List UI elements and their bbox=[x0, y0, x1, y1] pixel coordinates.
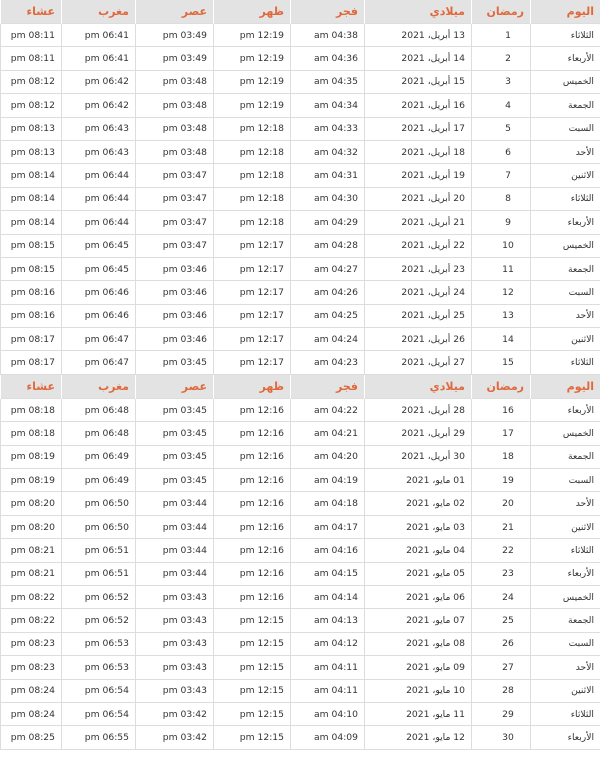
asr-time-cell: 03:46 pm bbox=[136, 281, 214, 304]
gregorian-date-cell: 18 أبريل، 2021 bbox=[365, 140, 472, 163]
table-row bbox=[1, 609, 600, 632]
table-row bbox=[1, 47, 600, 70]
asr-time-cell: 03:45 pm bbox=[136, 445, 214, 468]
isha-time-cell: 08:20 pm bbox=[1, 515, 62, 538]
day-cell: الجمعة bbox=[531, 257, 600, 280]
isha-time-cell: 08:17 pm bbox=[1, 351, 62, 374]
ramadan-day-cell: 22 bbox=[472, 539, 531, 562]
isha-time-cell: 08:19 pm bbox=[1, 469, 62, 492]
header-day: اليوم bbox=[531, 375, 600, 399]
ramadan-day-cell: 10 bbox=[472, 234, 531, 257]
ramadan-day-cell: 23 bbox=[472, 562, 531, 585]
ramadan-day-cell: 18 bbox=[472, 445, 531, 468]
fajr-time-cell: 04:11 am bbox=[291, 679, 365, 702]
header-maghrib: مغرب bbox=[62, 0, 136, 24]
maghrib-time-cell: 06:42 pm bbox=[62, 70, 136, 93]
dhuhr-time-cell: 12:16 pm bbox=[214, 562, 291, 585]
table-row bbox=[1, 562, 600, 585]
asr-time-cell: 03:46 pm bbox=[136, 304, 214, 327]
dhuhr-time-cell: 12:19 pm bbox=[214, 70, 291, 93]
table-row bbox=[1, 234, 600, 257]
table-row bbox=[1, 398, 600, 421]
dhuhr-time-cell: 12:19 pm bbox=[214, 47, 291, 70]
fajr-time-cell: 04:19 am bbox=[291, 469, 365, 492]
gregorian-date-cell: 23 أبريل، 2021 bbox=[365, 257, 472, 280]
table-row bbox=[1, 539, 600, 562]
ramadan-day-cell: 24 bbox=[472, 585, 531, 608]
gregorian-date-cell: 05 مايو، 2021 bbox=[365, 562, 472, 585]
dhuhr-time-cell: 12:15 pm bbox=[214, 609, 291, 632]
isha-time-cell: 08:23 pm bbox=[1, 632, 62, 655]
day-cell: الثلاثاء bbox=[531, 702, 600, 725]
table-row bbox=[1, 632, 600, 655]
asr-time-cell: 03:46 pm bbox=[136, 328, 214, 351]
timetable-body-1 bbox=[1, 24, 600, 375]
gregorian-date-cell: 30 أبريل، 2021 bbox=[365, 445, 472, 468]
gregorian-date-cell: 29 أبريل، 2021 bbox=[365, 422, 472, 445]
asr-time-cell: 03:49 pm bbox=[136, 47, 214, 70]
asr-time-cell: 03:43 pm bbox=[136, 609, 214, 632]
fajr-time-cell: 04:13 am bbox=[291, 609, 365, 632]
table-row bbox=[1, 211, 600, 234]
day-cell: السبت bbox=[531, 469, 600, 492]
isha-time-cell: 08:16 pm bbox=[1, 281, 62, 304]
asr-time-cell: 03:47 pm bbox=[136, 234, 214, 257]
table-row bbox=[1, 422, 600, 445]
header-dhuhr: ظهر bbox=[214, 375, 291, 399]
dhuhr-time-cell: 12:18 pm bbox=[214, 117, 291, 140]
asr-time-cell: 03:43 pm bbox=[136, 679, 214, 702]
fajr-time-cell: 04:36 am bbox=[291, 47, 365, 70]
header-ramadan: رمضان bbox=[472, 0, 531, 24]
dhuhr-time-cell: 12:17 pm bbox=[214, 281, 291, 304]
table-row bbox=[1, 702, 600, 725]
maghrib-time-cell: 06:54 pm bbox=[62, 702, 136, 725]
ramadan-day-cell: 9 bbox=[472, 211, 531, 234]
dhuhr-time-cell: 12:17 pm bbox=[214, 304, 291, 327]
asr-time-cell: 03:44 pm bbox=[136, 562, 214, 585]
asr-time-cell: 03:45 pm bbox=[136, 422, 214, 445]
isha-time-cell: 08:15 pm bbox=[1, 257, 62, 280]
day-cell: الاثنين bbox=[531, 164, 600, 187]
isha-time-cell: 08:18 pm bbox=[1, 398, 62, 421]
ramadan-day-cell: 29 bbox=[472, 702, 531, 725]
header-row bbox=[1, 0, 600, 24]
header-fajr: فجر bbox=[291, 375, 365, 399]
fajr-time-cell: 04:16 am bbox=[291, 539, 365, 562]
asr-time-cell: 03:48 pm bbox=[136, 140, 214, 163]
maghrib-time-cell: 06:53 pm bbox=[62, 656, 136, 679]
dhuhr-time-cell: 12:15 pm bbox=[214, 679, 291, 702]
dhuhr-time-cell: 12:16 pm bbox=[214, 422, 291, 445]
maghrib-time-cell: 06:54 pm bbox=[62, 679, 136, 702]
dhuhr-time-cell: 12:17 pm bbox=[214, 351, 291, 374]
fajr-time-cell: 04:21 am bbox=[291, 422, 365, 445]
gregorian-date-cell: 28 أبريل، 2021 bbox=[365, 398, 472, 421]
header-isha: عشاء bbox=[1, 0, 62, 24]
day-cell: الثلاثاء bbox=[531, 351, 600, 374]
fajr-time-cell: 04:26 am bbox=[291, 281, 365, 304]
maghrib-time-cell: 06:44 pm bbox=[62, 211, 136, 234]
isha-time-cell: 08:16 pm bbox=[1, 304, 62, 327]
asr-time-cell: 03:45 pm bbox=[136, 351, 214, 374]
maghrib-time-cell: 06:43 pm bbox=[62, 140, 136, 163]
dhuhr-time-cell: 12:19 pm bbox=[214, 24, 291, 47]
asr-time-cell: 03:46 pm bbox=[136, 257, 214, 280]
table-row bbox=[1, 351, 600, 374]
isha-time-cell: 08:14 pm bbox=[1, 187, 62, 210]
table-row bbox=[1, 328, 600, 351]
dhuhr-time-cell: 12:18 pm bbox=[214, 164, 291, 187]
isha-time-cell: 08:12 pm bbox=[1, 70, 62, 93]
table-row bbox=[1, 304, 600, 327]
asr-time-cell: 03:44 pm bbox=[136, 539, 214, 562]
ramadan-day-cell: 21 bbox=[472, 515, 531, 538]
dhuhr-time-cell: 12:18 pm bbox=[214, 140, 291, 163]
day-cell: الأحد bbox=[531, 304, 600, 327]
table-row bbox=[1, 679, 600, 702]
maghrib-time-cell: 06:52 pm bbox=[62, 585, 136, 608]
gregorian-date-cell: 25 أبريل، 2021 bbox=[365, 304, 472, 327]
ramadan-day-cell: 1 bbox=[472, 24, 531, 47]
gregorian-date-cell: 16 أبريل، 2021 bbox=[365, 94, 472, 117]
asr-time-cell: 03:48 pm bbox=[136, 70, 214, 93]
asr-time-cell: 03:42 pm bbox=[136, 726, 214, 749]
fajr-time-cell: 04:15 am bbox=[291, 562, 365, 585]
day-cell: الأحد bbox=[531, 492, 600, 515]
timetable-body-2 bbox=[1, 398, 600, 749]
day-cell: الثلاثاء bbox=[531, 24, 600, 47]
ramadan-day-cell: 28 bbox=[472, 679, 531, 702]
table-row bbox=[1, 24, 600, 47]
table-row bbox=[1, 257, 600, 280]
fajr-time-cell: 04:24 am bbox=[291, 328, 365, 351]
asr-time-cell: 03:48 pm bbox=[136, 117, 214, 140]
maghrib-time-cell: 06:46 pm bbox=[62, 281, 136, 304]
asr-time-cell: 03:44 pm bbox=[136, 515, 214, 538]
dhuhr-time-cell: 12:15 pm bbox=[214, 632, 291, 655]
ramadan-day-cell: 3 bbox=[472, 70, 531, 93]
dhuhr-time-cell: 12:16 pm bbox=[214, 585, 291, 608]
ramadan-day-cell: 17 bbox=[472, 422, 531, 445]
asr-time-cell: 03:42 pm bbox=[136, 702, 214, 725]
gregorian-date-cell: 27 أبريل، 2021 bbox=[365, 351, 472, 374]
ramadan-day-cell: 14 bbox=[472, 328, 531, 351]
isha-time-cell: 08:22 pm bbox=[1, 609, 62, 632]
table-row bbox=[1, 726, 600, 749]
day-cell: السبت bbox=[531, 117, 600, 140]
isha-time-cell: 08:20 pm bbox=[1, 492, 62, 515]
maghrib-time-cell: 06:50 pm bbox=[62, 492, 136, 515]
ramadan-day-cell: 25 bbox=[472, 609, 531, 632]
fajr-time-cell: 04:18 am bbox=[291, 492, 365, 515]
gregorian-date-cell: 04 مايو، 2021 bbox=[365, 539, 472, 562]
table-row bbox=[1, 492, 600, 515]
gregorian-date-cell: 07 مايو، 2021 bbox=[365, 609, 472, 632]
isha-time-cell: 08:23 pm bbox=[1, 656, 62, 679]
table-row bbox=[1, 585, 600, 608]
gregorian-date-cell: 14 أبريل، 2021 bbox=[365, 47, 472, 70]
asr-time-cell: 03:47 pm bbox=[136, 187, 214, 210]
fajr-time-cell: 04:11 am bbox=[291, 656, 365, 679]
day-cell: الجمعة bbox=[531, 445, 600, 468]
dhuhr-time-cell: 12:17 pm bbox=[214, 234, 291, 257]
day-cell: الخميس bbox=[531, 585, 600, 608]
gregorian-date-cell: 17 أبريل، 2021 bbox=[365, 117, 472, 140]
maghrib-time-cell: 06:45 pm bbox=[62, 257, 136, 280]
gregorian-date-cell: 26 أبريل، 2021 bbox=[365, 328, 472, 351]
ramadan-day-cell: 6 bbox=[472, 140, 531, 163]
fajr-time-cell: 04:28 am bbox=[291, 234, 365, 257]
asr-time-cell: 03:49 pm bbox=[136, 24, 214, 47]
gregorian-date-cell: 15 أبريل، 2021 bbox=[365, 70, 472, 93]
fajr-time-cell: 04:32 am bbox=[291, 140, 365, 163]
isha-time-cell: 08:11 pm bbox=[1, 24, 62, 47]
fajr-time-cell: 04:17 am bbox=[291, 515, 365, 538]
isha-time-cell: 08:25 pm bbox=[1, 726, 62, 749]
day-cell: الأربعاء bbox=[531, 726, 600, 749]
gregorian-date-cell: 19 أبريل، 2021 bbox=[365, 164, 472, 187]
dhuhr-time-cell: 12:16 pm bbox=[214, 492, 291, 515]
dhuhr-time-cell: 12:17 pm bbox=[214, 328, 291, 351]
isha-time-cell: 08:17 pm bbox=[1, 328, 62, 351]
table-row bbox=[1, 656, 600, 679]
maghrib-time-cell: 06:52 pm bbox=[62, 609, 136, 632]
fajr-time-cell: 04:20 am bbox=[291, 445, 365, 468]
fajr-time-cell: 04:23 am bbox=[291, 351, 365, 374]
day-cell: الأحد bbox=[531, 140, 600, 163]
table-row bbox=[1, 469, 600, 492]
table-row bbox=[1, 70, 600, 93]
ramadan-day-cell: 8 bbox=[472, 187, 531, 210]
gregorian-date-cell: 24 أبريل، 2021 bbox=[365, 281, 472, 304]
isha-time-cell: 08:21 pm bbox=[1, 562, 62, 585]
gregorian-date-cell: 13 أبريل، 2021 bbox=[365, 24, 472, 47]
isha-time-cell: 08:24 pm bbox=[1, 702, 62, 725]
dhuhr-time-cell: 12:18 pm bbox=[214, 187, 291, 210]
ramadan-day-cell: 27 bbox=[472, 656, 531, 679]
isha-time-cell: 08:21 pm bbox=[1, 539, 62, 562]
fajr-time-cell: 04:35 am bbox=[291, 70, 365, 93]
maghrib-time-cell: 06:47 pm bbox=[62, 351, 136, 374]
ramadan-day-cell: 2 bbox=[472, 47, 531, 70]
fajr-time-cell: 04:14 am bbox=[291, 585, 365, 608]
table-row bbox=[1, 140, 600, 163]
day-cell: الجمعة bbox=[531, 94, 600, 117]
asr-time-cell: 03:45 pm bbox=[136, 398, 214, 421]
maghrib-time-cell: 06:44 pm bbox=[62, 164, 136, 187]
header-asr: عصر bbox=[136, 0, 214, 24]
dhuhr-time-cell: 12:15 pm bbox=[214, 702, 291, 725]
day-cell: الاثنين bbox=[531, 328, 600, 351]
isha-time-cell: 08:22 pm bbox=[1, 585, 62, 608]
day-cell: السبت bbox=[531, 281, 600, 304]
isha-time-cell: 08:15 pm bbox=[1, 234, 62, 257]
maghrib-time-cell: 06:53 pm bbox=[62, 632, 136, 655]
timetable-part-1 bbox=[0, 0, 600, 375]
maghrib-time-cell: 06:41 pm bbox=[62, 47, 136, 70]
fajr-time-cell: 04:27 am bbox=[291, 257, 365, 280]
gregorian-date-cell: 11 مايو، 2021 bbox=[365, 702, 472, 725]
day-cell: الثلاثاء bbox=[531, 539, 600, 562]
header-dhuhr: ظهر bbox=[214, 0, 291, 24]
day-cell: الأحد bbox=[531, 656, 600, 679]
day-cell: الاثنين bbox=[531, 515, 600, 538]
day-cell: السبت bbox=[531, 632, 600, 655]
ramadan-day-cell: 30 bbox=[472, 726, 531, 749]
dhuhr-time-cell: 12:19 pm bbox=[214, 94, 291, 117]
day-cell: الخميس bbox=[531, 422, 600, 445]
header-row bbox=[1, 375, 600, 399]
maghrib-time-cell: 06:47 pm bbox=[62, 328, 136, 351]
ramadan-day-cell: 15 bbox=[472, 351, 531, 374]
header-ramadan: رمضان bbox=[472, 375, 531, 399]
fajr-time-cell: 04:33 am bbox=[291, 117, 365, 140]
maghrib-time-cell: 06:51 pm bbox=[62, 562, 136, 585]
asr-time-cell: 03:48 pm bbox=[136, 94, 214, 117]
fajr-time-cell: 04:34 am bbox=[291, 94, 365, 117]
maghrib-time-cell: 06:48 pm bbox=[62, 398, 136, 421]
dhuhr-time-cell: 12:17 pm bbox=[214, 257, 291, 280]
dhuhr-time-cell: 12:16 pm bbox=[214, 469, 291, 492]
isha-time-cell: 08:11 pm bbox=[1, 47, 62, 70]
table-row bbox=[1, 187, 600, 210]
asr-time-cell: 03:43 pm bbox=[136, 632, 214, 655]
gregorian-date-cell: 01 مايو، 2021 bbox=[365, 469, 472, 492]
maghrib-time-cell: 06:49 pm bbox=[62, 445, 136, 468]
isha-time-cell: 08:13 pm bbox=[1, 117, 62, 140]
fajr-time-cell: 04:29 am bbox=[291, 211, 365, 234]
asr-time-cell: 03:43 pm bbox=[136, 656, 214, 679]
fajr-time-cell: 04:31 am bbox=[291, 164, 365, 187]
day-cell: الأربعاء bbox=[531, 211, 600, 234]
isha-time-cell: 08:14 pm bbox=[1, 211, 62, 234]
isha-time-cell: 08:14 pm bbox=[1, 164, 62, 187]
dhuhr-time-cell: 12:16 pm bbox=[214, 398, 291, 421]
ramadan-day-cell: 19 bbox=[472, 469, 531, 492]
day-cell: الثلاثاء bbox=[531, 187, 600, 210]
maghrib-time-cell: 06:51 pm bbox=[62, 539, 136, 562]
dhuhr-time-cell: 12:16 pm bbox=[214, 515, 291, 538]
maghrib-time-cell: 06:41 pm bbox=[62, 24, 136, 47]
fajr-time-cell: 04:09 am bbox=[291, 726, 365, 749]
day-cell: الأربعاء bbox=[531, 562, 600, 585]
gregorian-date-cell: 06 مايو، 2021 bbox=[365, 585, 472, 608]
header-maghrib: مغرب bbox=[62, 375, 136, 399]
header-fajr: فجر bbox=[291, 0, 365, 24]
asr-time-cell: 03:45 pm bbox=[136, 469, 214, 492]
fajr-time-cell: 04:30 am bbox=[291, 187, 365, 210]
fajr-time-cell: 04:12 am bbox=[291, 632, 365, 655]
gregorian-date-cell: 03 مايو، 2021 bbox=[365, 515, 472, 538]
day-cell: الجمعة bbox=[531, 609, 600, 632]
ramadan-day-cell: 12 bbox=[472, 281, 531, 304]
maghrib-time-cell: 06:49 pm bbox=[62, 469, 136, 492]
maghrib-time-cell: 06:45 pm bbox=[62, 234, 136, 257]
asr-time-cell: 03:47 pm bbox=[136, 211, 214, 234]
header-isha: عشاء bbox=[1, 375, 62, 399]
dhuhr-time-cell: 12:15 pm bbox=[214, 726, 291, 749]
maghrib-time-cell: 06:48 pm bbox=[62, 422, 136, 445]
ramadan-day-cell: 26 bbox=[472, 632, 531, 655]
ramadan-day-cell: 13 bbox=[472, 304, 531, 327]
isha-time-cell: 08:19 pm bbox=[1, 445, 62, 468]
table-row bbox=[1, 164, 600, 187]
day-cell: الأربعاء bbox=[531, 398, 600, 421]
day-cell: الأربعاء bbox=[531, 47, 600, 70]
gregorian-date-cell: 08 مايو، 2021 bbox=[365, 632, 472, 655]
fajr-time-cell: 04:22 am bbox=[291, 398, 365, 421]
fajr-time-cell: 04:10 am bbox=[291, 702, 365, 725]
fajr-time-cell: 04:25 am bbox=[291, 304, 365, 327]
dhuhr-time-cell: 12:16 pm bbox=[214, 445, 291, 468]
isha-time-cell: 08:24 pm bbox=[1, 679, 62, 702]
gregorian-date-cell: 20 أبريل، 2021 bbox=[365, 187, 472, 210]
gregorian-date-cell: 10 مايو، 2021 bbox=[365, 679, 472, 702]
table-row bbox=[1, 94, 600, 117]
header-asr: عصر bbox=[136, 375, 214, 399]
day-cell: الخميس bbox=[531, 234, 600, 257]
day-cell: الاثنين bbox=[531, 679, 600, 702]
ramadan-day-cell: 4 bbox=[472, 94, 531, 117]
ramadan-day-cell: 5 bbox=[472, 117, 531, 140]
maghrib-time-cell: 06:42 pm bbox=[62, 94, 136, 117]
maghrib-time-cell: 06:44 pm bbox=[62, 187, 136, 210]
gregorian-date-cell: 22 أبريل، 2021 bbox=[365, 234, 472, 257]
table-row bbox=[1, 117, 600, 140]
ramadan-day-cell: 20 bbox=[472, 492, 531, 515]
maghrib-time-cell: 06:50 pm bbox=[62, 515, 136, 538]
maghrib-time-cell: 06:46 pm bbox=[62, 304, 136, 327]
gregorian-date-cell: 02 مايو، 2021 bbox=[365, 492, 472, 515]
asr-time-cell: 03:43 pm bbox=[136, 585, 214, 608]
asr-time-cell: 03:44 pm bbox=[136, 492, 214, 515]
ramadan-day-cell: 11 bbox=[472, 257, 531, 280]
dhuhr-time-cell: 12:15 pm bbox=[214, 656, 291, 679]
isha-time-cell: 08:18 pm bbox=[1, 422, 62, 445]
ramadan-day-cell: 16 bbox=[472, 398, 531, 421]
dhuhr-time-cell: 12:18 pm bbox=[214, 211, 291, 234]
gregorian-date-cell: 21 أبريل، 2021 bbox=[365, 211, 472, 234]
table-row bbox=[1, 515, 600, 538]
isha-time-cell: 08:12 pm bbox=[1, 94, 62, 117]
maghrib-time-cell: 06:43 pm bbox=[62, 117, 136, 140]
timetable-part-2 bbox=[0, 375, 600, 750]
table-row bbox=[1, 281, 600, 304]
header-day: اليوم bbox=[531, 0, 600, 24]
maghrib-time-cell: 06:55 pm bbox=[62, 726, 136, 749]
fajr-time-cell: 04:38 am bbox=[291, 24, 365, 47]
header-gregorian: ميلادي bbox=[365, 0, 472, 24]
isha-time-cell: 08:13 pm bbox=[1, 140, 62, 163]
day-cell: الخميس bbox=[531, 70, 600, 93]
asr-time-cell: 03:47 pm bbox=[136, 164, 214, 187]
gregorian-date-cell: 09 مايو، 2021 bbox=[365, 656, 472, 679]
table-row bbox=[1, 445, 600, 468]
header-gregorian: ميلادي bbox=[365, 375, 472, 399]
dhuhr-time-cell: 12:16 pm bbox=[214, 539, 291, 562]
gregorian-date-cell: 12 مايو، 2021 bbox=[365, 726, 472, 749]
ramadan-day-cell: 7 bbox=[472, 164, 531, 187]
